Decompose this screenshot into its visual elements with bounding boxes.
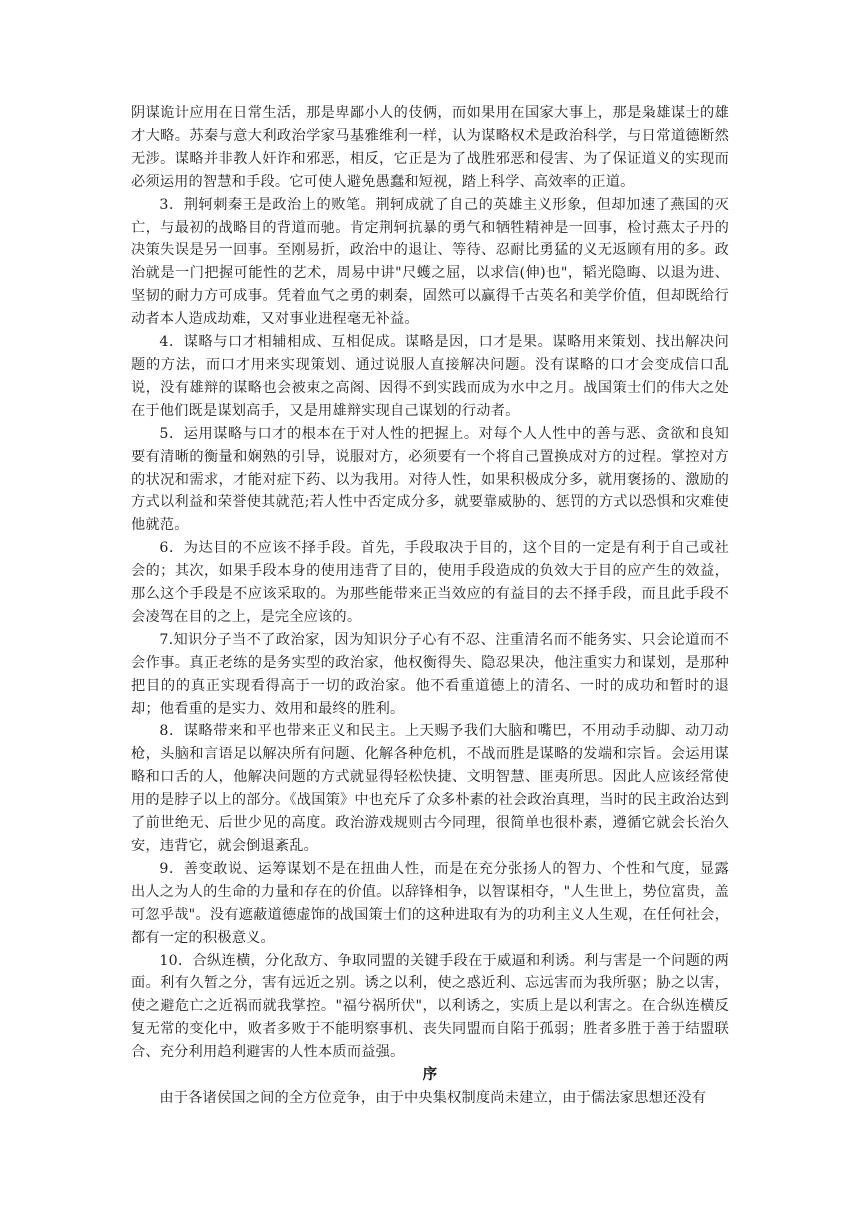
paragraph-5: 5．运用谋略与口才的根本在于对人性的把握上。对每个人人性中的善与恶、贪欲和良知要有清晰的衡量和娴熟的引导，说服对方，必须要有一个将自己置换成对方的过程。掌控对方的状况和需求，才能对症下药、以为我用。对待人性，如果积极成分多，就用褒扬的、激励的方式以利益和荣誉使其就范;若人性中否定成分多，就要靠威胁的、惩罚的方式以恐惧和灾难使他就范。: [131, 425, 729, 534]
paragraph-intro: 阴谋诡计应用在日常生活，那是卑鄙小人的伎俩，而如果用在国家大事上，那是枭雄谋士的雄才大略。苏秦与意大利政治学家马基雅维利一样，认为谋略权术是政治科学，与日常道德断然无涉。谋略并非教人奸诈和邪恶，相反，它正是为了战胜邪恶和侵害、为了保证道义的实现而必须运用的智慧和手段。它可使人避免愚蠢和短视，踏上科学、高效率的正道。: [131, 105, 729, 190]
paragraph-preface: 由于各诸侯国之间的全方位竞争，由于中央集权制度尚未建立，由于儒法家思想还没有: [159, 1089, 707, 1106]
paragraph-3: 3．荆轲刺秦王是政治上的败笔。荆轲成就了自己的英雄主义形象，但却加速了燕国的灭亡，与最初的战略目的背道而驰。肯定荆轲抗暴的勇气和牺牲精神是一回事，检讨燕太子丹的决策失误是另一回事。至刚易折，政治中的退让、等待、忍耐比勇猛的义无返顾有用的多。政治就是一门把握可能性的艺术，周易中讲"尺蠖之屈，以求信(伸)也"，韬光隐晦、以退为进、坚韧的耐力方可成事。凭着血气之勇的刺秦，固然可以赢得千古英名和美学价值，但却既给行动者本人造成劫难，又对事业进程毫无补益。: [131, 196, 729, 328]
paragraph-8: 8．谋略带来和平也带来正义和民主。上天赐予我们大脑和嘴巴，不用动手动脚、动刀动枪，头脑和言语足以解决所有问题、化解各种危机，不战而胜是谋略的发端和宗旨。会运用谋略和口舌的人，他解决问题的方式就显得轻松快捷、文明智慧、匪夷所思。因此人应该经常使用的是脖子以上的部分。《战国策》中也充斥了众多朴素的社会政治真理，当时的民主政治达到了前世绝无、后世少见的高度。政治游戏规则古今同理，很简单也很朴素，遵循它就会长治久安，违背它，就会倒退紊乱。: [131, 723, 729, 854]
paragraph-7: 7.知识分子当不了政治家，因为知识分子心有不忍、注重清名而不能务实、只会论道而不会作事。真正老练的是务实型的政治家，他权衡得失、隐忍果决，他注重实力和谋划，是那种把目的的真正实现看得高于一切的政治家。他不看重道德上的清名、一时的成功和暂时的退却；他看重的是实力、效用和最终的胜利。: [131, 631, 729, 717]
paragraph-6: 6．为达目的不应该不择手段。首先，手段取决于目的，这个目的一定是有利于自己或社会的；其次，如果手段本身的使用违背了目的，使用手段造成的负效大于目的应产生的效益，那么这个手段是不应该采取的。为那些能带来正当效应的有益目的去不择手段，而且此手段不会凌驾在目的之上，是完全应该的。: [131, 540, 729, 625]
paragraph-4: 4．谋略与口才相辅相成、互相促成。谋略是因，口才是果。谋略用来策划、找出解决问题的方法，而口才用来实现策划、通过说服人直接解决问题。没有谋略的口才会变成信口乱说，没有雄辩的谋略也会被束之高阁、因得不到实践而成为水中之月。战国策士们的伟大之处在于他们既是谋划高手，又是用雄辩实现自己谋划的行动者。: [131, 334, 729, 419]
section-heading: 序: [422, 1067, 438, 1084]
document-body: [131, 102, 729, 1110]
paragraph-9: 9．善变敢说、运筹谋划不是在扭曲人性，而是在充分张扬人的智力、个性和气度，显露出人之为人的生命的力量和存在的价值。以辞锋相争，以智谋相夺，"人生世上，势位富贵，盖可忽乎哉"。没有遮蔽道德虚饰的战国策士们的这种进取有为的功利主义人生观，在任何社会，都有一定的积极意义。: [131, 860, 729, 946]
paragraph-10: 10．合纵连横，分化敌方、争取同盟的关键手段在于威逼和利诱。利与害是一个问题的两面。利有久暂之分，害有远近之别。诱之以利，使之惑近利、忘远害而为我所驱；胁之以害，使之避危亡之近祸而就我掌控。"福兮祸所伏"，以利诱之，实质上是以利害之。在合纵连横反复无常的变化中，败者多败于不能明察事机、丧失同盟而自陷于孤弱；胜者多胜于善于结盟联合、充分利用趋利避害的人性本质而益强。: [131, 952, 729, 1061]
